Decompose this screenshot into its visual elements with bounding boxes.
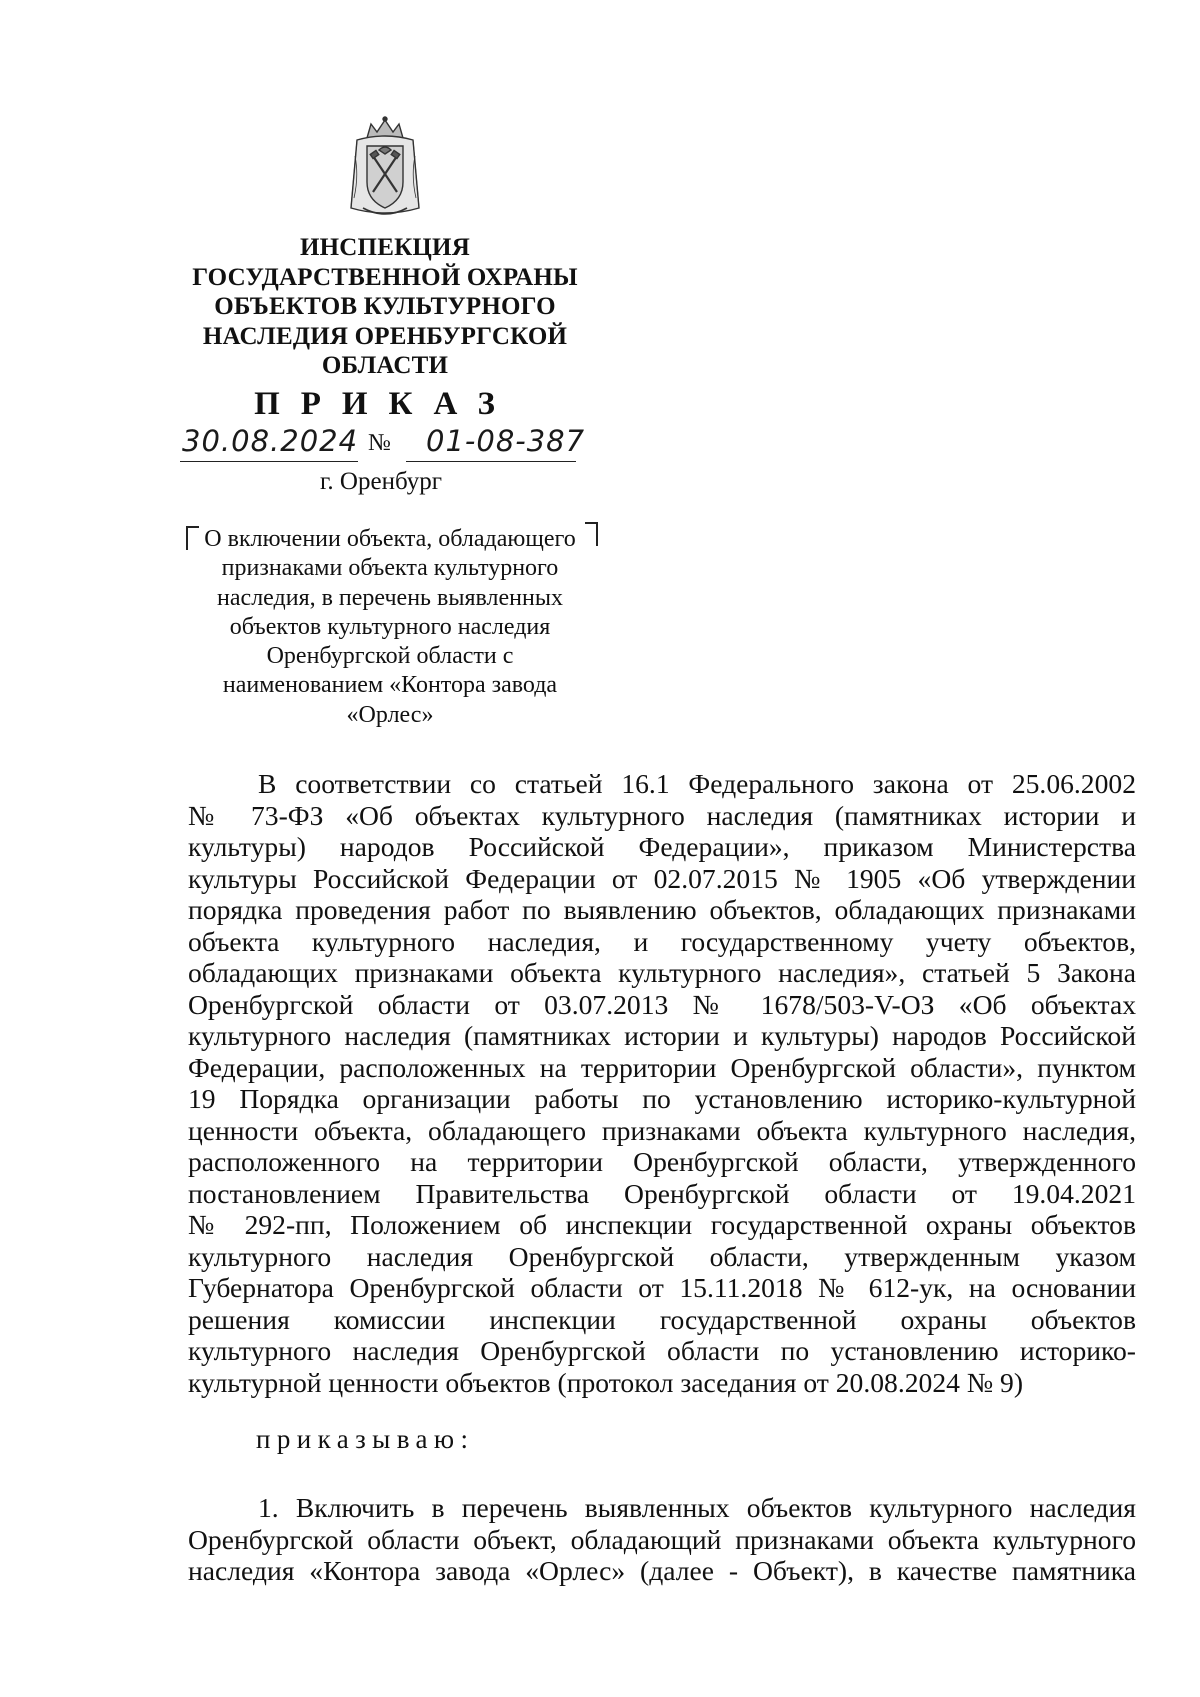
- subject-line: «Орлес»: [346, 701, 434, 728]
- item-line: наследия «Контора завода «Орлес» (далее - Объект), в качестве памятника: [188, 1555, 1136, 1586]
- subject-line: наименованием «Контора завода: [222, 672, 558, 699]
- preamble-line: культурного наследия (памятниках истории и культуры) народов Российской: [188, 1020, 1136, 1051]
- preamble: [188, 768, 1136, 1398]
- number-sign: №: [368, 430, 391, 456]
- document-subject: [185, 525, 595, 730]
- date-underline: [180, 461, 358, 462]
- preamble-line: порядка проведения работ по выявлению объектов, обладающих признаками: [188, 894, 1136, 925]
- preamble-line: культурного наследия Оренбургской области по установлению историко-: [188, 1335, 1136, 1366]
- item-line: 1. Включить в перечень выявленных объектов культурного наследия: [258, 1492, 1136, 1523]
- preamble-line: обладающих признаками объекта культурного наследия», статьей 5 Закона: [188, 957, 1136, 988]
- preamble-line: культуры Российской Федерации от 02.07.2015 № 1905 «Об утверждении: [188, 862, 1136, 894]
- order-item-1: [188, 1492, 1136, 1587]
- city: г. Оренбург: [320, 468, 442, 495]
- subject-line: О включении объекта, обладающего: [204, 526, 576, 552]
- org-line: НАСЛЕДИЯ ОРЕНБУРГСКОЙ: [202, 322, 568, 350]
- preamble-line: № 73-ФЗ «Об объектах культурного наследия (памятниках истории и: [188, 799, 1136, 831]
- preamble-line: постановлением Правительства Оренбургской области от 19.04.2021: [188, 1177, 1136, 1209]
- org-line: ОБЛАСТИ: [321, 352, 449, 379]
- subject-line: объектов культурного наследия: [229, 613, 551, 640]
- preamble-line: расположенного на территории Оренбургской области, утвержденного: [188, 1146, 1136, 1177]
- preamble-line: Оренбургской области от 03.07.2013 № 1678/503-V-ОЗ «Об объектах: [188, 988, 1136, 1020]
- preamble-line: ценности объекта, обладающего признаками объекта культурного наследия,: [188, 1114, 1136, 1146]
- org-line: ГОСУДАРСТВЕННОЙ ОХРАНЫ: [192, 263, 578, 291]
- coat-of-arms-icon: [345, 116, 425, 220]
- preamble-line: культурной ценности объектов (протокол заседания от 20.08.2024 № 9): [188, 1366, 1024, 1398]
- subject-line: признаками объекта культурного: [221, 555, 559, 582]
- organization-name: [130, 233, 640, 381]
- subject-line: наследия, в перечень выявленных: [217, 584, 563, 611]
- preamble-line: объекта культурного наследия, и государственному учету объектов,: [188, 925, 1136, 957]
- handwritten-number: 01-08-387: [426, 424, 586, 458]
- item-line: Оренбургской области объект, обладающий признаками объекта культурного: [188, 1523, 1136, 1555]
- date-number-line: [180, 424, 620, 464]
- subject-line: Оренбургской области с: [266, 643, 514, 670]
- preamble-line: культурного наследия Оренбургской области, утвержденным указом: [188, 1240, 1136, 1272]
- preamble-line: Федерации, расположенных на территории Оренбургской области», пунктом: [188, 1051, 1136, 1083]
- handwritten-date: 30.08.2024: [182, 424, 359, 458]
- decree-word: приказываю:: [256, 1424, 475, 1454]
- preamble-line: Губернатора Оренбургской области от 15.11.2018 № 612-ук, на основании: [188, 1272, 1136, 1303]
- preamble-line: решения комиссии инспекции государственной охраны объектов: [188, 1303, 1136, 1335]
- preamble-line: № 292-пп, Положением об инспекции государственной охраны объектов: [188, 1209, 1136, 1240]
- org-line: ИНСПЕКЦИЯ: [300, 234, 470, 261]
- preamble-line: В соответствии со статьей 16.1 Федерального закона от 25.06.2002: [258, 768, 1136, 799]
- preamble-line: 19 Порядка организации работы по установлению историко-культурной: [188, 1083, 1136, 1114]
- org-line: ОБЪЕКТОВ КУЛЬТУРНОГО: [214, 293, 556, 320]
- number-underline: [406, 461, 576, 462]
- document-type: ПРИКАЗ: [254, 386, 516, 422]
- preamble-line: культуры) народов Российской Федерации», приказом Министерства: [188, 831, 1136, 862]
